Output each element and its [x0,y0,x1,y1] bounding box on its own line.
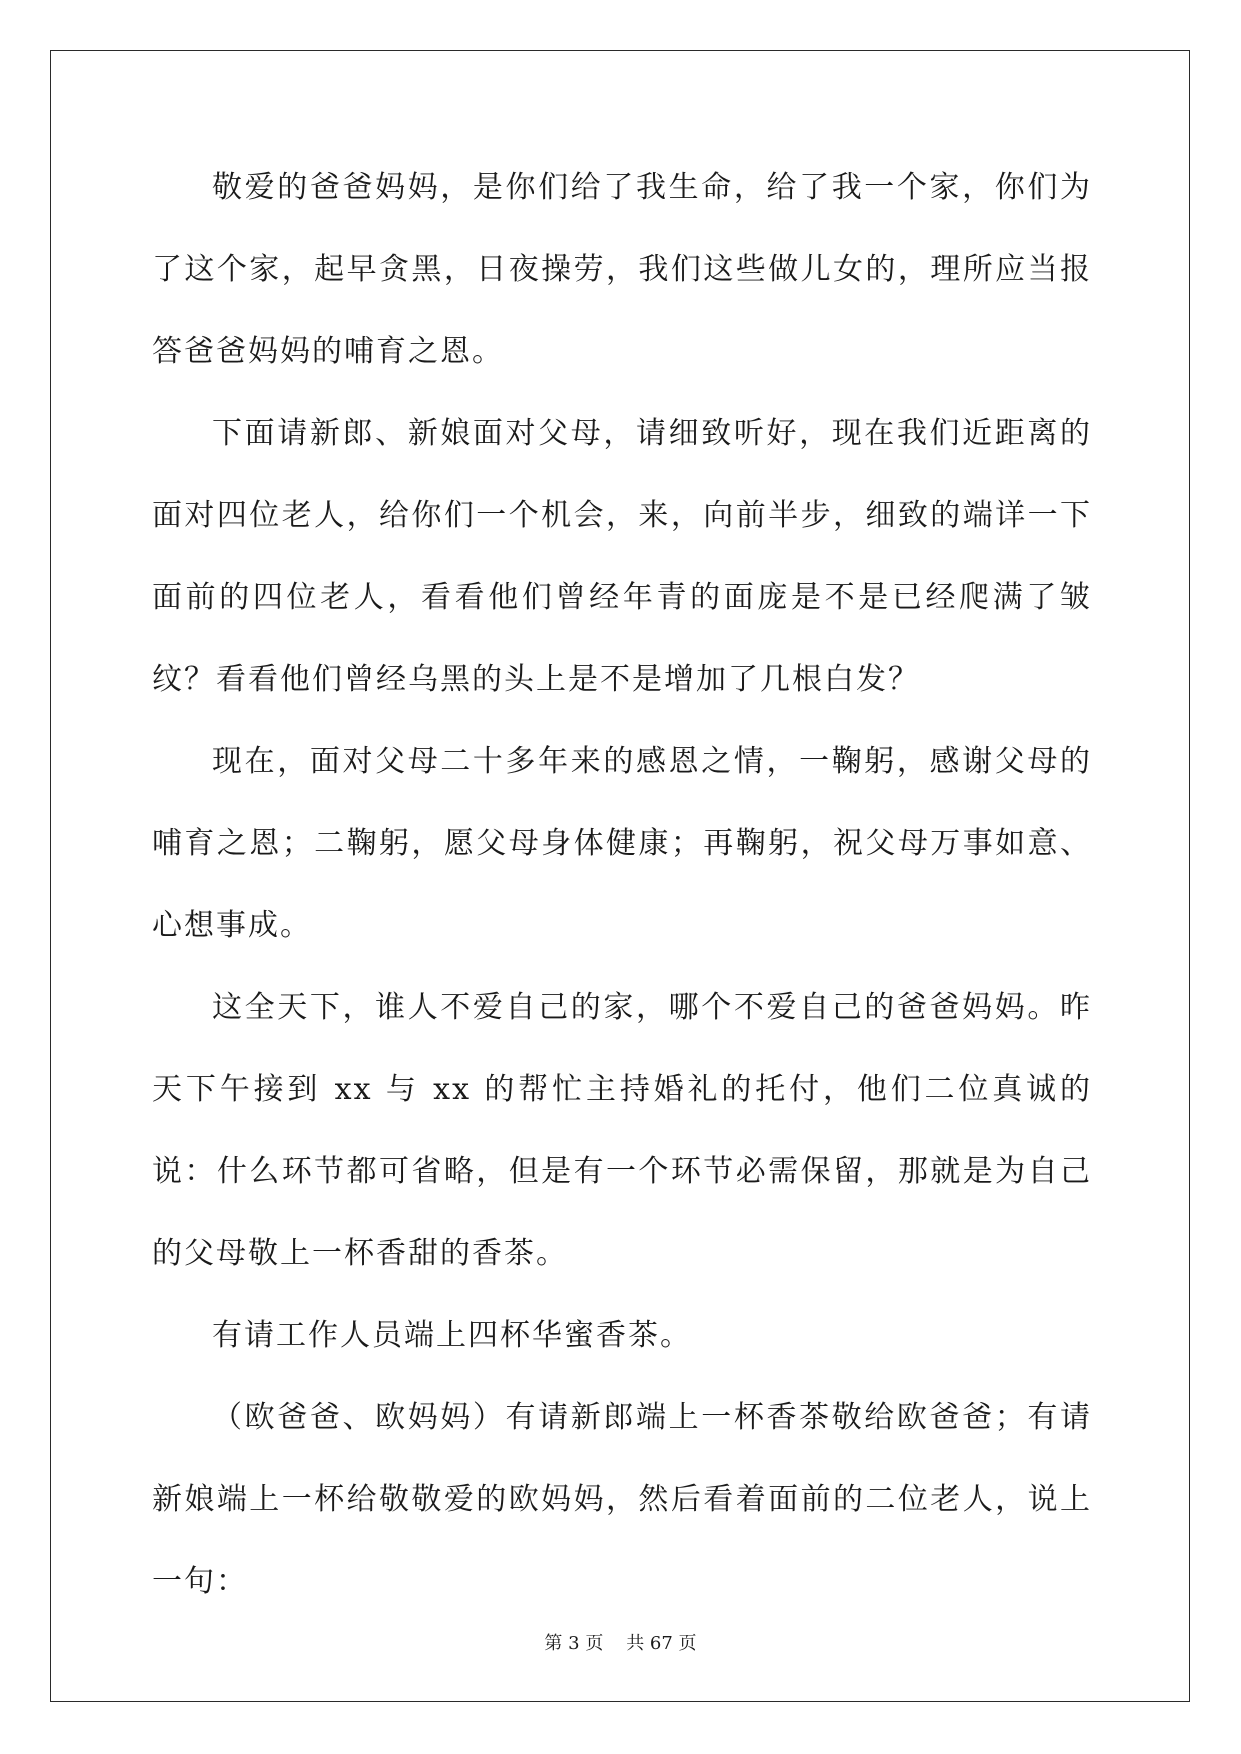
paragraph-6: （欧爸爸、欧妈妈）有请新郎端上一杯香茶敬给欧爸爸；有请新娘端上一杯给敬敬爱的欧妈妈，然后看着面前的二位老人，说上一句： [152,1400,1092,1599]
paragraph-5: 有请工作人员端上四杯华蜜香茶。 [212,1318,692,1353]
paragraph-3: 现在，面对父母二十多年来的感恩之情，一鞠躬，感谢父母的哺育之恩；二鞠躬，愿父母身体健康；再鞠躬，祝父母万事如意、心想事成。 [152,744,1092,943]
page-footer [0,1629,1241,1655]
document-body [152,147,1092,1623]
paragraph-1: 敬爱的爸爸妈妈，是你们给了我生命，给了我一个家，你们为了这个家，起早贪黑，日夜操劳，我们这些做儿女的，理所应当报答爸爸妈妈的哺育之恩。 [152,170,1092,369]
page-number: 第 3 页 共 67 页 [544,1633,697,1654]
paragraph-4: 这全天下，谁人不爱自己的家，哪个不爱自己的爸爸妈妈。昨天下午接到 xx 与 xx 的帮忙主持婚礼的托付，他们二位真诚的说：什么环节都可省略，但是有一个环节必需保留，那就是为自己的父母敬上一杯香甜的香茶。 [152,990,1092,1271]
paragraph-2: 下面请新郎、新娘面对父母，请细致听好，现在我们近距离的面对四位老人，给你们一个机会，来，向前半步，细致的端详一下面前的四位老人，看看他们曾经年青的面庞是不是已经爬满了皱纹？看看他们曾经乌黑的头上是不是增加了几根白发？ [152,416,1092,697]
